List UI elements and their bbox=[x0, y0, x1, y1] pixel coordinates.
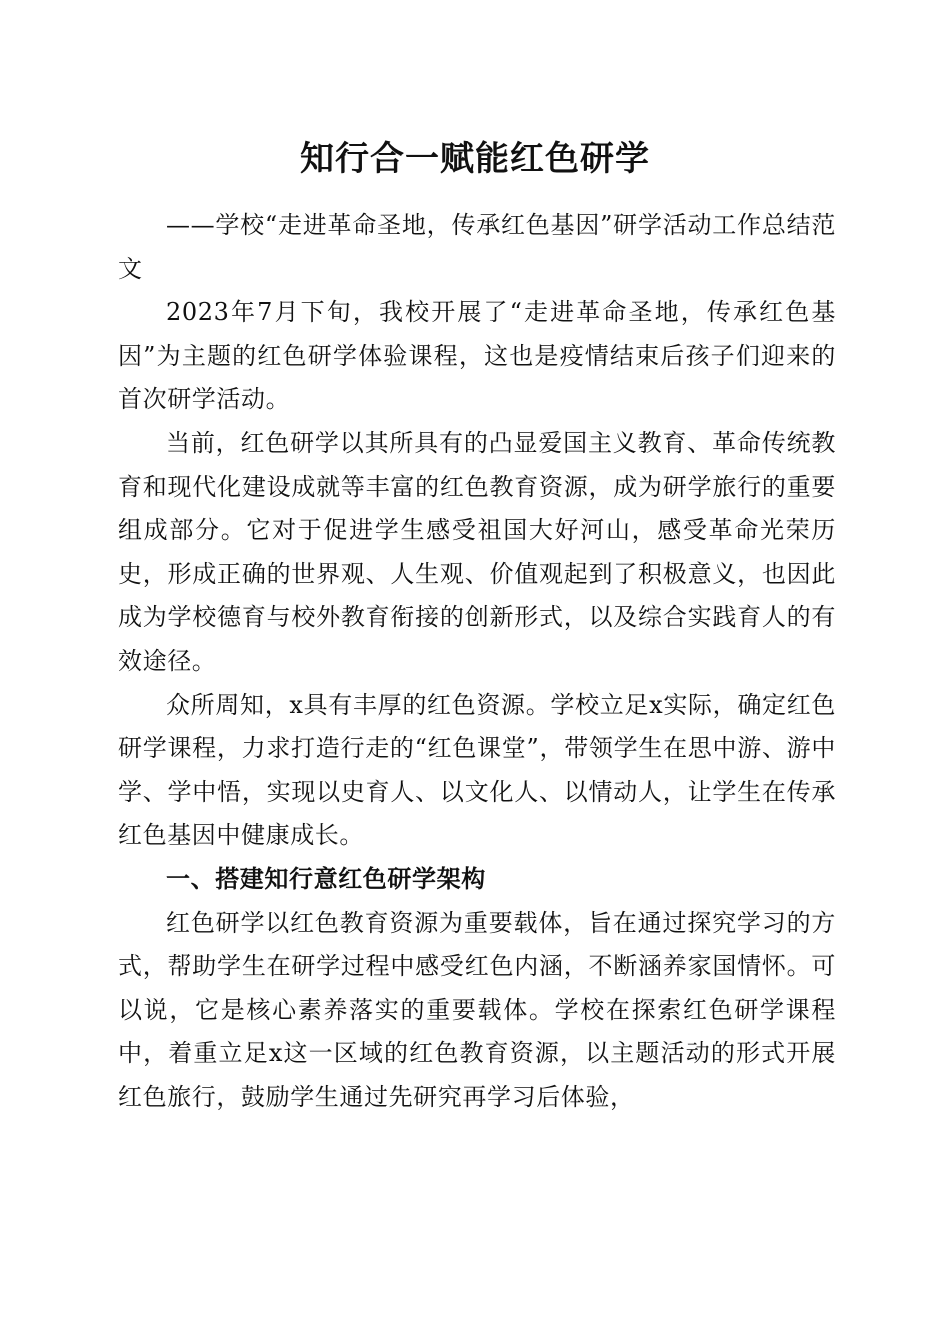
section-1-paragraph: 红色研学以红色教育资源为重要载体，旨在通过探究学习的方式，帮助学生在研学过程中感受红色内涵，不断涵养家国情怀。可以说，它是核心素养落实的重要载体。学校在探索红色研学课程中，着重立足x这一区域的红色教育资源，以主题活动的形式开展红色旅行，鼓励学生通过先研究再学习后体验， bbox=[118, 908, 836, 1111]
intro-paragraph-1: 2023年7月下旬，我校开展了“走进革命圣地，传承红色基因”为主题的红色研学体验课程，这也是疫情结束后孩子们迎来的首次研学活动。 bbox=[118, 298, 836, 414]
intro-paragraph-2: 当前，红色研学以其所具有的凸显爱国主义教育、革命传统教育和现代化建设成就等丰富的红色教育资源，成为研学旅行的重要组成部分。它对于促进学生感受祖国大好河山，感受革命光荣历史，形成正确的世界观、人生观、价值观起到了积极意义，也因此成为学校德育与校外教育衔接的创新形式，以及综合实践育人的有效途径。 bbox=[118, 428, 836, 675]
subtitle-paragraph: ——学校“走进革命圣地，传承红色基因”研学活动工作总结范文 bbox=[118, 211, 836, 283]
intro-paragraph-3: 众所周知，x具有丰厚的红色资源。学校立足x实际，确定红色研学课程，力求打造行走的“红色课堂”，带领学生在思中游、游中学、学中悟，实现以史育人、以文化人、以情动人，让学生在传承红色基因中健康成长。 bbox=[118, 690, 836, 850]
document-body bbox=[118, 204, 836, 1119]
section-1-heading: 一、搭建知行意红色研学架构 bbox=[166, 864, 486, 893]
document-title: 知行合一赋能红色研学 bbox=[300, 139, 650, 179]
